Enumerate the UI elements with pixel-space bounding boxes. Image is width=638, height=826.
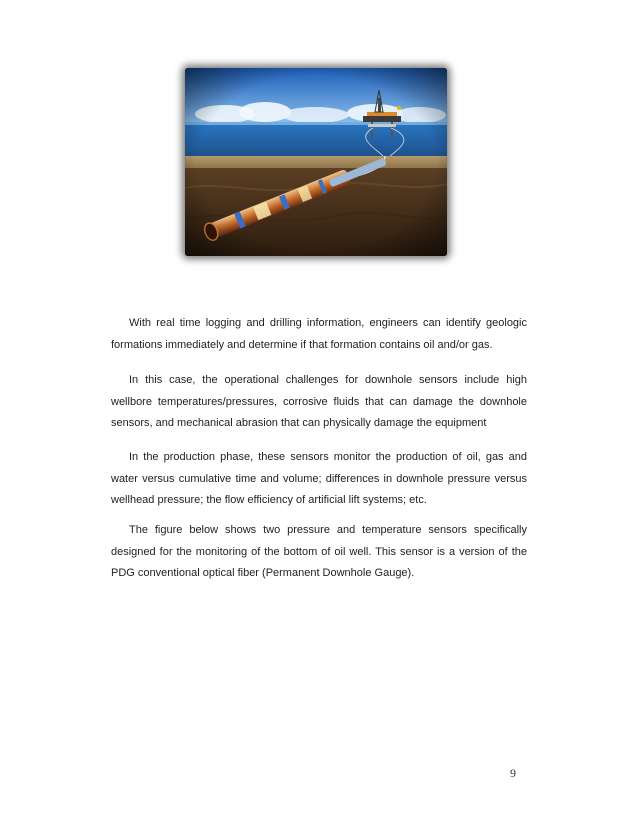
offshore-drilling-illustration bbox=[185, 68, 447, 256]
body-paragraph: In the production phase, these sensors monitor the production of oil, gas and water versus cumulative time and volume; differences in downhole pressure versus wellhead pressure; the flow efficiency of artificial lift systems; etc. bbox=[111, 451, 527, 506]
offshore-drilling-figure bbox=[185, 68, 447, 256]
body-paragraph: The figure below shows two pressure and temperature sensors specifically designed for the monitoring of the bottom of oil well. This sensor is a version of the PDG conventional optical fiber (Permanent Downhole Gauge). bbox=[111, 524, 527, 579]
page-number: 9 bbox=[510, 766, 516, 780]
body-paragraph: In this case, the operational challenges for downhole sensors include high wellbore temperatures/pressures, corrosive fluids that can damage the downhole sensors, and mechanical abrasion that can physically damage the equipment bbox=[111, 374, 527, 429]
body-paragraph: With real time logging and drilling information, engineers can identify geologic formations immediately and determine if that formation contains oil and/or gas. bbox=[111, 317, 527, 351]
